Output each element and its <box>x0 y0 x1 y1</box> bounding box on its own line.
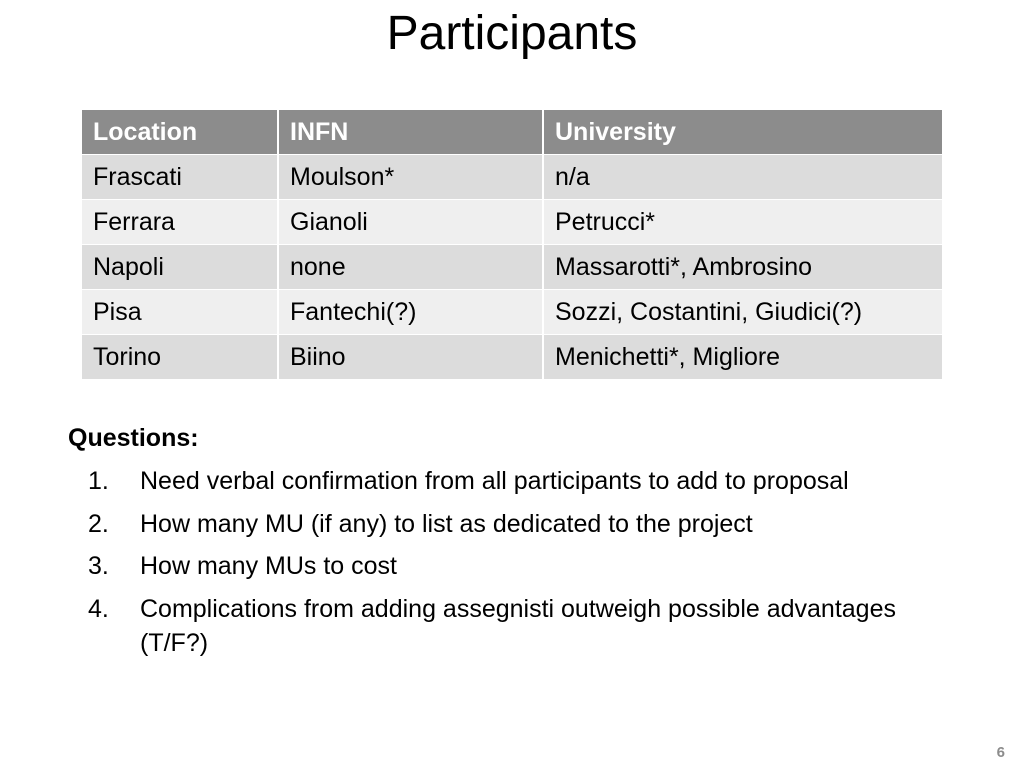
question-text: How many MUs to cost <box>140 552 398 580</box>
question-text: Need verbal confirmation from all participants to add to proposal <box>140 467 849 495</box>
header-university: University <box>543 110 942 155</box>
cell-university: Sozzi, Costantini, Giudici(?) <box>543 290 942 335</box>
page-number: 6 <box>996 744 1005 761</box>
table-header-row <box>82 110 942 155</box>
question-number: 3. <box>88 552 109 580</box>
question-number: 1. <box>88 467 109 495</box>
table-row <box>82 155 942 200</box>
cell-university: Petrucci* <box>543 200 942 245</box>
question-number: 4. <box>88 594 109 623</box>
questions-heading: Questions: <box>68 424 199 452</box>
cell-infn: Fantechi(?) <box>278 290 543 335</box>
list-item <box>68 464 968 498</box>
cell-infn: none <box>278 245 543 290</box>
table-row <box>82 335 942 380</box>
cell-university: n/a <box>543 155 942 200</box>
question-number: 2. <box>88 509 109 538</box>
cell-location: Ferrara <box>82 200 278 245</box>
question-list <box>68 464 968 668</box>
header-infn: INFN <box>278 110 543 155</box>
list-item <box>68 592 968 660</box>
slide-title: Participants <box>386 7 638 60</box>
participants-table <box>82 110 942 380</box>
cell-university: Menichetti*, Migliore <box>543 335 942 380</box>
list-item <box>68 507 968 541</box>
cell-infn: Moulson* <box>278 155 543 200</box>
question-text: Complications from adding assegnisti outweigh possible advantages (T/F?) <box>140 594 896 657</box>
cell-university: Massarotti*, Ambrosino <box>543 245 942 290</box>
table-row <box>82 245 942 290</box>
cell-location: Frascati <box>82 155 278 200</box>
table-row <box>82 290 942 335</box>
cell-location: Torino <box>82 335 278 380</box>
header-location: Location <box>82 110 278 155</box>
table-row <box>82 200 942 245</box>
cell-infn: Biino <box>278 335 543 380</box>
cell-location: Napoli <box>82 245 278 290</box>
question-text: How many MU (if any) to list as dedicated to the project <box>140 509 753 538</box>
cell-infn: Gianoli <box>278 200 543 245</box>
cell-location: Pisa <box>82 290 278 335</box>
list-item <box>68 549 968 583</box>
